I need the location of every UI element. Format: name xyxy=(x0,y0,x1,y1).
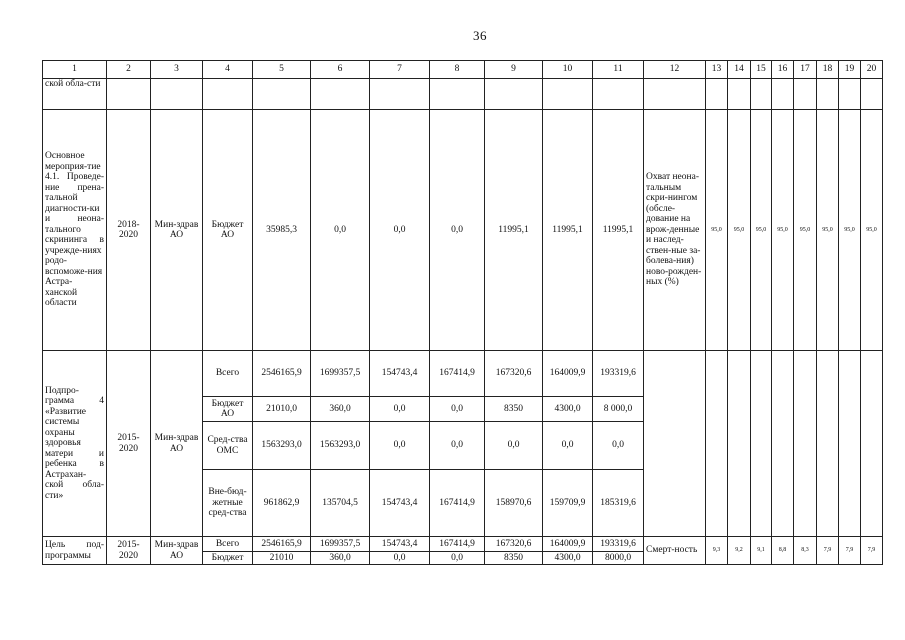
funding-source: Вне-бюд-жетные сред-ства xyxy=(203,470,253,537)
goal-name: Цель под-программы xyxy=(43,537,107,565)
value-cell: 1699357,5 xyxy=(311,351,370,397)
value-cell: 1699357,5 xyxy=(311,537,370,552)
value-cell: 167414,9 xyxy=(430,351,485,397)
value-cell: 1563293,0 xyxy=(311,422,370,470)
target-value: 95,0 xyxy=(817,110,839,351)
value-cell: 8 000,0 xyxy=(593,397,644,422)
column-header: 13 xyxy=(706,61,728,79)
column-header: 2 xyxy=(107,61,151,79)
column-header: 15 xyxy=(751,61,772,79)
target-value: 95,0 xyxy=(706,110,728,351)
value-cell: 0,0 xyxy=(430,397,485,422)
value-cell: 11995,1 xyxy=(485,110,543,351)
value-cell: 0,0 xyxy=(485,422,543,470)
funding-source: Сред-ства ОМС xyxy=(203,422,253,470)
target-value: 8,3 xyxy=(794,537,817,565)
value-cell: 158970,6 xyxy=(485,470,543,537)
value-cell: 360,0 xyxy=(311,397,370,422)
value-cell: 135704,5 xyxy=(311,470,370,537)
value-cell: 154743,4 xyxy=(370,470,430,537)
value-cell: 167414,9 xyxy=(430,470,485,537)
value-cell: 193319,6 xyxy=(593,537,644,552)
value-cell: 21010,0 xyxy=(253,397,311,422)
target-value: 9,2 xyxy=(728,537,751,565)
target-value: 95,0 xyxy=(772,110,794,351)
target-value: 95,0 xyxy=(794,110,817,351)
value-cell: 167320,6 xyxy=(485,537,543,552)
table-row xyxy=(43,537,883,552)
target-value: 95,0 xyxy=(751,110,772,351)
period: 2015-2020 xyxy=(107,351,151,537)
value-cell: 1563293,0 xyxy=(253,422,311,470)
column-header: 6 xyxy=(311,61,370,79)
executor: Мин-здрав АО xyxy=(151,537,203,565)
indicator-name: Охват неона-тальным скри-нингом (обсле-дование на врож-денные и наслед-ствен-ные за-болева-ния) ново-рожден-ных (%) xyxy=(644,110,706,351)
indicator-name: Смерт-ность xyxy=(644,537,706,565)
value-cell: 0,0 xyxy=(370,552,430,565)
column-header: 10 xyxy=(543,61,593,79)
value-cell: 35985,3 xyxy=(253,110,311,351)
target-value: 8,8 xyxy=(772,537,794,565)
value-cell: 0,0 xyxy=(430,422,485,470)
table-row xyxy=(43,110,883,351)
value-cell: 185319,6 xyxy=(593,470,644,537)
column-header: 20 xyxy=(861,61,883,79)
executor: Мин-здрав АО xyxy=(151,351,203,537)
funding-source: Всего xyxy=(203,537,253,552)
funding-source: Всего xyxy=(203,351,253,397)
value-cell: 154743,4 xyxy=(370,351,430,397)
value-cell: 164009,9 xyxy=(543,537,593,552)
period: 2018-2020 xyxy=(107,110,151,351)
column-header: 14 xyxy=(728,61,751,79)
column-header: 16 xyxy=(772,61,794,79)
value-cell: 0,0 xyxy=(370,397,430,422)
value-cell: 167414,9 xyxy=(430,537,485,552)
target-value: 95,0 xyxy=(839,110,861,351)
funding-source: Бюджет xyxy=(203,552,253,565)
value-cell: 0,0 xyxy=(370,110,430,351)
target-value: 95,0 xyxy=(861,110,883,351)
row-name: ской обла-сти xyxy=(43,79,107,110)
table-row xyxy=(43,79,883,110)
column-header: 11 xyxy=(593,61,644,79)
value-cell: 167320,6 xyxy=(485,351,543,397)
value-cell: 360,0 xyxy=(311,552,370,565)
target-value: 9,1 xyxy=(751,537,772,565)
column-header: 18 xyxy=(817,61,839,79)
value-cell: 0,0 xyxy=(370,422,430,470)
target-value: 95,0 xyxy=(728,110,751,351)
funding-source: Бюджет АО xyxy=(203,110,253,351)
value-cell: 8000,0 xyxy=(593,552,644,565)
value-cell: 8350 xyxy=(485,552,543,565)
value-cell: 0,0 xyxy=(543,422,593,470)
column-header: 3 xyxy=(151,61,203,79)
subprogram-name: Подпро-грамма 4 «Развитие системы охраны здоровья матери и ребенка в Астрахан-ской обла-сти» xyxy=(43,351,107,537)
period: 2015-2020 xyxy=(107,537,151,565)
target-value: 7,9 xyxy=(861,537,883,565)
table-row xyxy=(43,351,883,397)
value-cell: 0,0 xyxy=(311,110,370,351)
column-header: 1 xyxy=(43,61,107,79)
value-cell: 2546165,9 xyxy=(253,537,311,552)
funding-source: Бюджет АО xyxy=(203,397,253,422)
header-row xyxy=(43,61,883,79)
value-cell: 4300,0 xyxy=(543,552,593,565)
value-cell: 11995,1 xyxy=(593,110,644,351)
value-cell: 159709,9 xyxy=(543,470,593,537)
value-cell: 154743,4 xyxy=(370,537,430,552)
value-cell: 193319,6 xyxy=(593,351,644,397)
value-cell: 164009,9 xyxy=(543,351,593,397)
column-header: 12 xyxy=(644,61,706,79)
value-cell: 8350 xyxy=(485,397,543,422)
column-header: 4 xyxy=(203,61,253,79)
value-cell: 0,0 xyxy=(593,422,644,470)
column-header: 19 xyxy=(839,61,861,79)
value-cell: 2546165,9 xyxy=(253,351,311,397)
column-header: 9 xyxy=(485,61,543,79)
column-header: 8 xyxy=(430,61,485,79)
page-number: 36 xyxy=(473,28,487,43)
target-value: 7,9 xyxy=(839,537,861,565)
value-cell: 0,0 xyxy=(430,110,485,351)
value-cell: 21010 xyxy=(253,552,311,565)
column-header: 5 xyxy=(253,61,311,79)
measure-name: Основное мероприя-тие 4.1. Проведе-ние прена-тальной диагности-ки и неона-тального скрининга в учрежде-ниях родо-вспоможе-ния Астра-ханской области xyxy=(43,110,107,351)
column-header: 17 xyxy=(794,61,817,79)
column-header: 7 xyxy=(370,61,430,79)
program-table xyxy=(42,60,883,565)
target-value: 7,9 xyxy=(817,537,839,565)
target-value: 9,3 xyxy=(706,537,728,565)
value-cell: 11995,1 xyxy=(543,110,593,351)
value-cell: 4300,0 xyxy=(543,397,593,422)
value-cell: 961862,9 xyxy=(253,470,311,537)
executor: Мин-здрав АО xyxy=(151,110,203,351)
value-cell: 0,0 xyxy=(430,552,485,565)
